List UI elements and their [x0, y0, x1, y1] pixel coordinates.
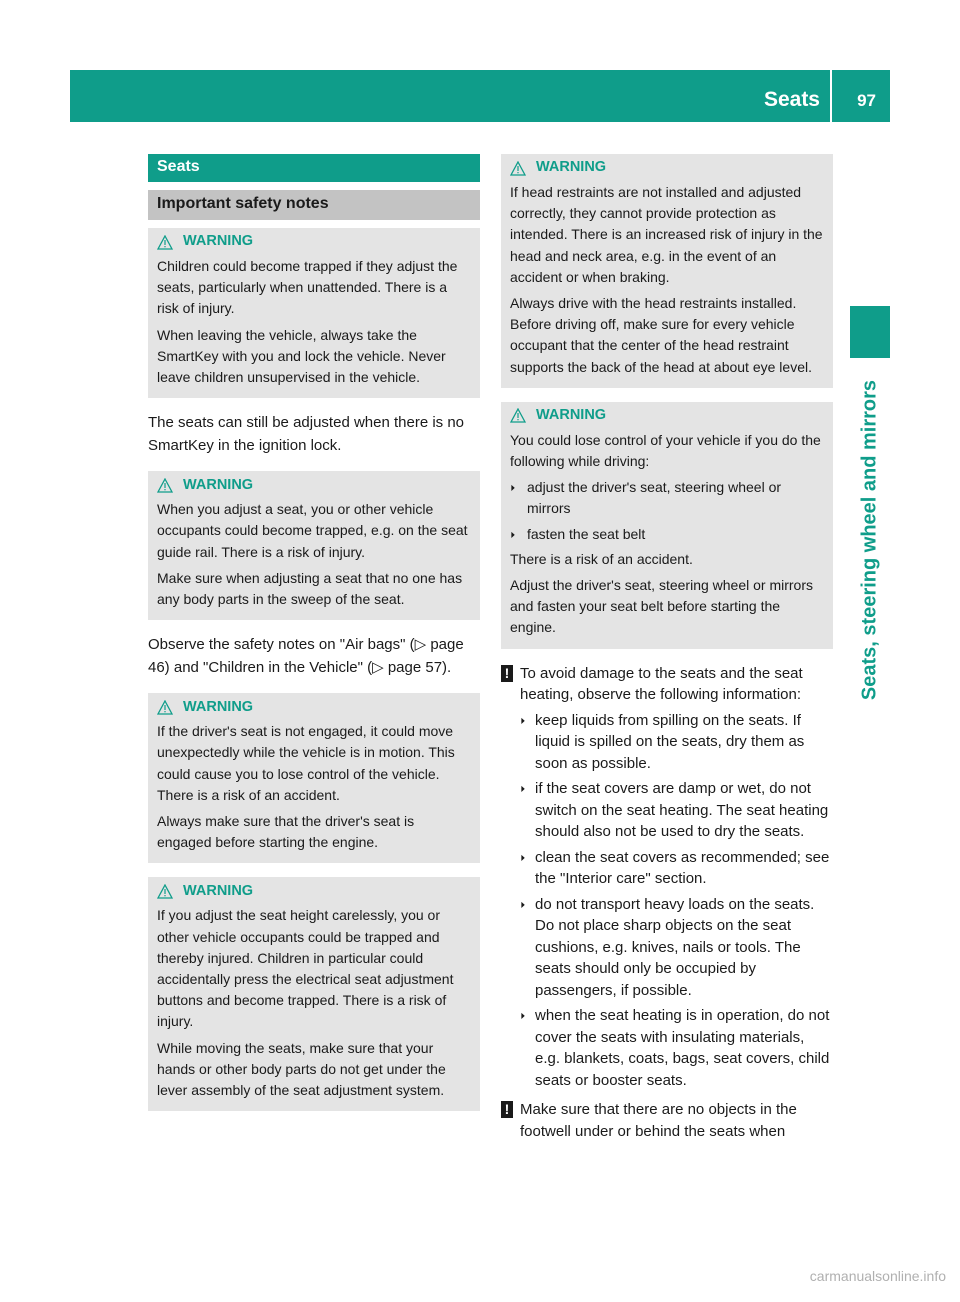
- warning-label: WARNING: [183, 476, 254, 493]
- section-heading: Seats: [148, 154, 480, 182]
- warning-box: [501, 402, 833, 649]
- warning-text: You could lose control of your vehicle if you do the following while driving:: [510, 431, 821, 470]
- warning-label: WARNING: [183, 698, 254, 715]
- note-text: Make sure that there are no objects in the footwell under or behind the seats when: [520, 1101, 797, 1140]
- list-item: ▶ clean the seat covers as recommended; see the "Interior care" section.: [520, 847, 833, 890]
- list-item: ▶ do not transport heavy loads on the seats. Do not place sharp objects on the seat cushions, e.g. knives, nails or tools. The seats should only be occupied by passengers, if possible.: [520, 894, 833, 1002]
- warning-text: While moving the seats, make sure that your hands or other body parts do not get under the lever assembly of the seat adjustment system.: [157, 1039, 446, 1099]
- warning-box: [148, 471, 480, 620]
- warning-triangle-icon: [157, 700, 173, 715]
- warning-triangle-icon: [510, 408, 526, 423]
- note-bullet-list: [520, 710, 833, 1092]
- warning-header: [157, 879, 472, 903]
- warning-header: [157, 473, 472, 497]
- warning-text: There is a risk of an accident.: [510, 550, 693, 567]
- warning-text: Always drive with the head restraints installed. Before driving off, make sure for every vehicle occupant that the center of the head restraint supports the back of the head at about eye level.: [510, 295, 812, 375]
- warning-header: [157, 230, 472, 254]
- warning-text: If you adjust the seat height carelessly, you or other vehicle occupants could be trapped and thereby injured. Children in particular could accidentally press the electrical seat adjustment buttons and become trapped. There is a risk of injury.: [157, 907, 454, 1030]
- warning-header: [510, 404, 825, 428]
- warning-text: If the driver's seat is not engaged, it could move unexpectedly while the vehicle is in motion. This could cause you to lose control of the vehicle. There is a risk of an accident.: [157, 723, 455, 803]
- body-paragraph: The seats can still be adjusted when there is no SmartKey in the ignition lock.: [148, 414, 465, 454]
- warning-text: Always make sure that the driver's seat is engaged before starting the engine.: [157, 813, 415, 851]
- warning-label: WARNING: [536, 407, 607, 424]
- header-divider: [830, 70, 832, 122]
- side-tab-marker: [850, 306, 890, 358]
- warning-triangle-icon: [157, 884, 173, 899]
- list-item: ▶ adjust the driver's seat, steering wheel or mirrors: [510, 477, 825, 519]
- warning-text: If head restraints are not installed and adjusted correctly, they cannot provide protection as intended. There is an increased risk of injury in the head and neck area, e.g. in the event of an accident or when braking.: [510, 184, 823, 285]
- warning-triangle-icon: [157, 235, 173, 250]
- subsection-heading: Important safety notes: [148, 190, 480, 220]
- warning-box: [148, 877, 480, 1111]
- note-block: [501, 1099, 833, 1142]
- watermark: carmanualsonline.info: [809, 1268, 946, 1284]
- cross-reference-paragraph: Observe the safety notes on "Air bags" (▷ page 46) and "Children in the Vehicle" (▷ page 57).: [148, 636, 464, 676]
- warning-box: [501, 154, 833, 388]
- warning-text: When you adjust a seat, you or other vehicle occupants could become trapped, e.g. on the seat guide rail. There is a risk of injury.: [157, 501, 468, 560]
- warning-label: WARNING: [183, 233, 254, 250]
- page-header-bar: [70, 70, 890, 122]
- warning-label: WARNING: [183, 882, 254, 899]
- warning-triangle-icon: [157, 478, 173, 493]
- header-title: Seats: [763, 88, 820, 111]
- warning-text: Make sure when adjusting a seat that no one has any body parts in the sweep of the seat.: [157, 569, 463, 608]
- warning-box: [148, 228, 480, 398]
- note-text: To avoid damage to the seats and the seat heating, observe the following information:: [520, 664, 803, 704]
- note-block: [501, 663, 833, 1092]
- list-item: ▶ keep liquids from spilling on the seats. If liquid is spilled on the seats, dry them as soon as possible.: [520, 710, 833, 775]
- exclamation-icon: !: [501, 1101, 513, 1118]
- warning-bullet-list: [510, 477, 825, 545]
- warning-box: [148, 693, 480, 863]
- side-tab-text: Seats, steering wheel and mirrors: [858, 379, 881, 701]
- warning-header: [510, 156, 825, 180]
- warning-triangle-icon: [510, 161, 526, 176]
- exclamation-icon: !: [501, 665, 513, 682]
- list-item: ▶ when the seat heating is in operation, do not cover the seats with insulating materials, e.g. blankets, coats, bags, seat covers, child seats or booster seats.: [520, 1005, 833, 1091]
- right-column: [501, 154, 833, 1150]
- warning-header: [157, 695, 472, 719]
- warning-text: When leaving the vehicle, always take the SmartKey with you and lock the vehicle. Never leave children unsupervised in the vehicle.: [157, 326, 446, 386]
- warning-text: Adjust the driver's seat, steering wheel or mirrors and fasten your seat belt before starting the engine.: [510, 577, 814, 636]
- warning-label: WARNING: [536, 159, 607, 176]
- left-column: [148, 154, 480, 1125]
- page-number: 97: [857, 91, 876, 110]
- list-item: ▶ fasten the seat belt: [510, 524, 825, 545]
- warning-text: Children could become trapped if they adjust the seats, particularly when unattended. There is a risk of injury.: [157, 258, 458, 317]
- list-item: ▶ if the seat covers are damp or wet, do not switch on the seat heating. The seat heating should also not be used to dry the seats.: [520, 778, 833, 843]
